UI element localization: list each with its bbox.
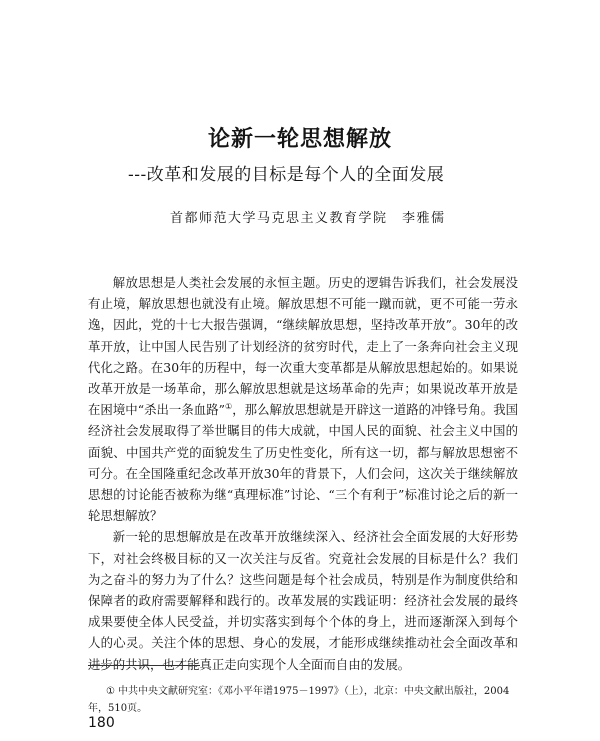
footnote-text: 中共中央文献研究室：《邓小平年谱1975－1997》（上），北京：中央文献出版社，2004年，510页。 <box>88 686 510 714</box>
footnote-divider <box>88 665 200 666</box>
page-number: 180 <box>88 715 115 731</box>
article-subtitle: ---改革和发展的目标是每个人的全面发展 <box>128 165 445 185</box>
article-title: 论新一轮思想解放 <box>207 126 392 152</box>
body-paragraph-1 <box>88 272 518 526</box>
footnote-reference: ① <box>224 402 233 412</box>
footnote-number: ① <box>106 686 115 697</box>
author-affiliation: 首都师范大学马克思主义教育学院 李雅儒 <box>170 211 446 226</box>
article-body <box>88 272 518 675</box>
paragraph-1-part-b: ，那么解放思想就是开辟这一道路的冲锋号角。我国经济社会发展取得了举世瞩目的伟大成就，中国人民的面貌、社会主义中国的面貌、中国共产党的面貌发生了历史性变化，所有这一切，都与解放思想密不可分。在全国隆重纪念改革开放30年的背景下，人们会问，这次关于继续解放思想的讨论能否被称为继“真理标准”讨论、“三个有利于”标准讨论之后的新一轮思想解放？ <box>88 402 519 524</box>
footnote <box>88 683 518 717</box>
body-paragraph-2: 新一轮的思想解放是在改革开放继续深入、经济社会全面发展的大好形势下，对社会终极目标的又一次关注与反省。究竟社会发展的目标是什么？我们为之奋斗的努力为了什么？这些问题是每个社会成员，特别是作为制度供给和保障者的政府需要解释和践行的。改革发展的实践证明：经济社会发展的最终成果要使全体人民受益，并切实落实到每个个体的身上，进而逐渐深入到每个人的心灵。关注个体的思想、身心的发展，才能形成继续推动社会全面改革和进步的共识，也才能真正走向实现个人全面而自由的发展。 <box>88 529 518 672</box>
paragraph-1-part-a: 解放思想是人类社会发展的永恒主题。历史的逻辑告诉我们，社会发展没有止境，解放思想也就没有止境。解放思想不可能一蹴而就，更不可能一劳永逸，因此，党的十七大报告强调，“继续解放思想，坚持改革开放”。30年的改革开放，让中国人民告别了计划经济的贫穷时代，走上了一条奔向社会主义现代化之路。在30年的历程中，每一次重大变革都是从解放思想起始的。如果说改革开放是一场革命，那么解放思想就是这场革命的先声；如果说改革开放是在困境中“杀出一条血路” <box>88 275 518 418</box>
